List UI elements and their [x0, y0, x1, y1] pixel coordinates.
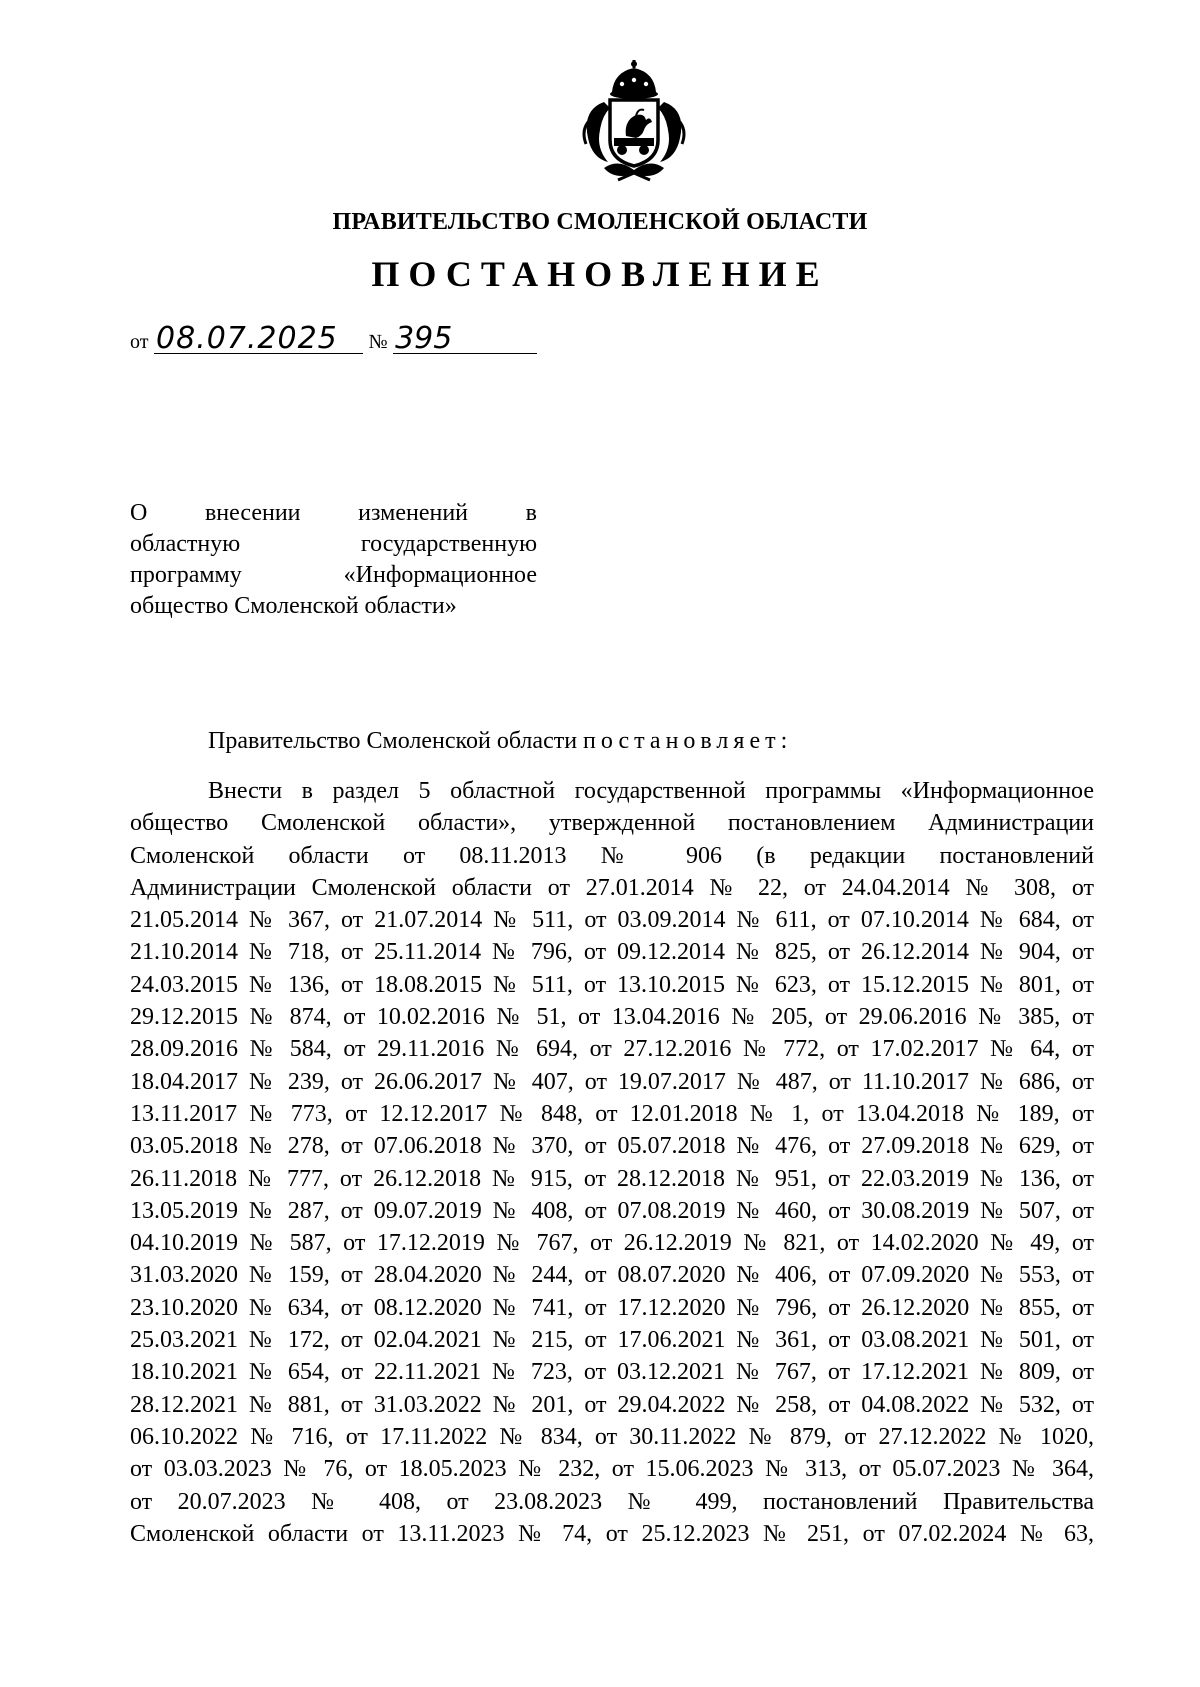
- body-line: 13.11.2017 № 773, от 12.12.2017 № 848, от 12.01.2018 № 1, от 13.04.2018 № 189, от: [130, 1100, 1094, 1127]
- body-line: от 03.03.2023 № 76, от 18.05.2023 № 232, от 15.06.2023 № 313, от 05.07.2023 № 364,: [130, 1456, 1094, 1483]
- date-prefix: от: [130, 331, 149, 353]
- preamble-verb: постановляет:: [583, 728, 793, 754]
- subject-line: областную государственную: [130, 531, 537, 557]
- body-line: 04.10.2019 № 587, от 17.12.2019 № 767, от 26.12.2019 № 821, от 14.02.2020 № 49, от: [130, 1230, 1094, 1257]
- body-line: 03.05.2018 № 278, от 07.06.2018 № 370, от 05.07.2018 № 476, от 27.09.2018 № 629, от: [130, 1133, 1094, 1160]
- organization-name: ПРАВИТЕЛЬСТВО СМОЛЕНСКОЙ ОБЛАСТИ: [332, 209, 868, 235]
- body-line: 26.11.2018 № 777, от 26.12.2018 № 915, от 28.12.2018 № 951, от 22.03.2019 № 136, от: [130, 1165, 1094, 1192]
- body-line: 13.05.2019 № 287, от 09.07.2019 № 408, от 07.08.2019 № 460, от 30.08.2019 № 507, от: [130, 1197, 1094, 1224]
- body-line: Смоленской области от 08.11.2013 № 906 (в редакции постановлений: [130, 842, 1094, 869]
- date-number-line: [130, 321, 537, 356]
- body-line: общество Смоленской области», утвержденной постановлением Администрации: [130, 810, 1094, 837]
- body-line: 29.12.2015 № 874, от 10.02.2016 № 51, от 13.04.2016 № 205, от 29.06.2016 № 385, от: [130, 1004, 1094, 1031]
- document-number: 395: [393, 325, 537, 354]
- body-line: 21.05.2014 № 367, от 21.07.2014 № 511, от 03.09.2014 № 611, от 07.10.2014 № 684, от: [130, 907, 1094, 934]
- document-body: [130, 775, 1094, 1550]
- body-line: 24.03.2015 № 136, от 18.08.2015 № 511, от 13.10.2015 № 623, от 15.12.2015 № 801, от: [130, 971, 1094, 998]
- body-line: 06.10.2022 № 716, от 17.11.2022 № 834, от 30.11.2022 № 879, от 27.12.2022 № 1020,: [130, 1423, 1094, 1450]
- body-line: 18.10.2021 № 654, от 22.11.2021 № 723, от 03.12.2021 № 767, от 17.12.2021 № 809, от: [130, 1359, 1094, 1386]
- preamble: [208, 728, 792, 755]
- document-subject: [130, 498, 537, 622]
- body-line: от 20.07.2023 № 408, от 23.08.2023 № 499, постановлений Правительства: [130, 1488, 1094, 1515]
- preamble-text: Правительство Смоленской области: [208, 728, 578, 754]
- body-line: 28.12.2021 № 881, от 31.03.2022 № 201, от 29.04.2022 № 258, от 04.08.2022 № 532, от: [130, 1391, 1094, 1418]
- body-line: Внести в раздел 5 областной государственной программы «Информационное: [208, 778, 1094, 804]
- body-line: 31.03.2020 № 159, от 28.04.2020 № 244, от 08.07.2020 № 406, от 07.09.2020 № 553, от: [130, 1262, 1094, 1289]
- body-line: 25.03.2021 № 172, от 02.04.2021 № 215, от 17.06.2021 № 361, от 03.08.2021 № 501, от: [130, 1327, 1094, 1354]
- document-date: 08.07.2025: [154, 325, 363, 354]
- body-line: 21.10.2014 № 718, от 25.11.2014 № 796, от 09.12.2014 № 825, от 26.12.2014 № 904, от: [130, 939, 1094, 966]
- body-line: 23.10.2020 № 634, от 08.12.2020 № 741, от 17.12.2020 № 796, от 26.12.2020 № 855, от: [130, 1294, 1094, 1321]
- subject-line: программу «Информационное: [130, 562, 537, 588]
- body-line: 18.04.2017 № 239, от 26.06.2017 № 407, от 19.07.2017 № 487, от 11.10.2017 № 686, от: [130, 1068, 1094, 1095]
- body-line: Смоленской области от 13.11.2023 № 74, от 25.12.2023 № 251, от 07.02.2024 № 63,: [130, 1520, 1094, 1547]
- subject-line: О внесении изменений в: [130, 500, 537, 526]
- subject-line: общество Смоленской области»: [130, 593, 457, 619]
- body-line: 28.09.2016 № 584, от 29.11.2016 № 694, от 27.12.2016 № 772, от 17.02.2017 № 64, от: [130, 1036, 1094, 1063]
- smolensk-coat-of-arms: [574, 58, 694, 186]
- body-line: Администрации Смоленской области от 27.01.2014 № 22, от 24.04.2014 № 308, от: [130, 874, 1094, 901]
- number-prefix: №: [368, 331, 388, 353]
- document-type: ПОСТАНОВЛЕНИЕ: [371, 254, 829, 294]
